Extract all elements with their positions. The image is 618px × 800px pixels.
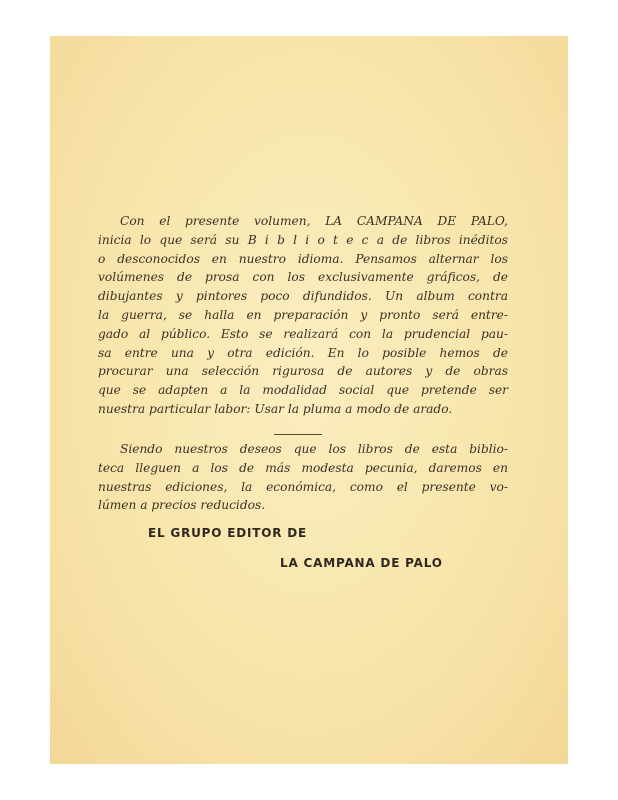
text-line: la guerra, se halla en preparación y pronto será entre- xyxy=(98,307,508,322)
text-line: nuestras ediciones, la económica, como el presente vo- xyxy=(98,479,508,494)
text-line: o desconocidos en nuestro idioma. Pensamos alternar los xyxy=(98,251,508,266)
paragraph-intro xyxy=(98,212,508,419)
paragraph-pricing xyxy=(98,440,508,515)
text-line: teca lleguen a los de más modesta pecunia, daremos en xyxy=(98,460,508,475)
text-line: nuestra particular labor: Usar la pluma a modo de arado. xyxy=(98,401,453,416)
text-line: dibujantes y pintores poco difundidos. Un album contra xyxy=(98,289,508,304)
text-line: Siendo nuestros deseos que los libros de esta biblio- xyxy=(120,442,508,456)
book-page xyxy=(50,36,568,764)
signature-line-1: EL GRUPO EDITOR DE xyxy=(148,526,308,540)
text-line: que se adapten a la modalidad social que pretende ser xyxy=(98,383,508,398)
text-line: inicia lo que será su B i b l i o t e c a de libros inéditos xyxy=(98,232,508,247)
text-line: sa entre una y otra edición. En lo posible hemos de xyxy=(98,345,508,360)
text-line: procurar una selección rigurosa de autores y de obras xyxy=(98,364,508,379)
text-line: volúmenes de prosa con los exclusivamente gráficos, de xyxy=(98,270,508,285)
text-line: Con el presente volumen, LA CAMPANA DE PALO, xyxy=(120,214,508,228)
text-line: lúmen a precios reducidos. xyxy=(98,498,266,513)
section-divider xyxy=(274,434,322,435)
signature-line-2: LA CAMPANA DE PALO xyxy=(280,556,443,570)
text-line: gado al público. Esto se realizará con la prudencial pau- xyxy=(98,326,508,341)
